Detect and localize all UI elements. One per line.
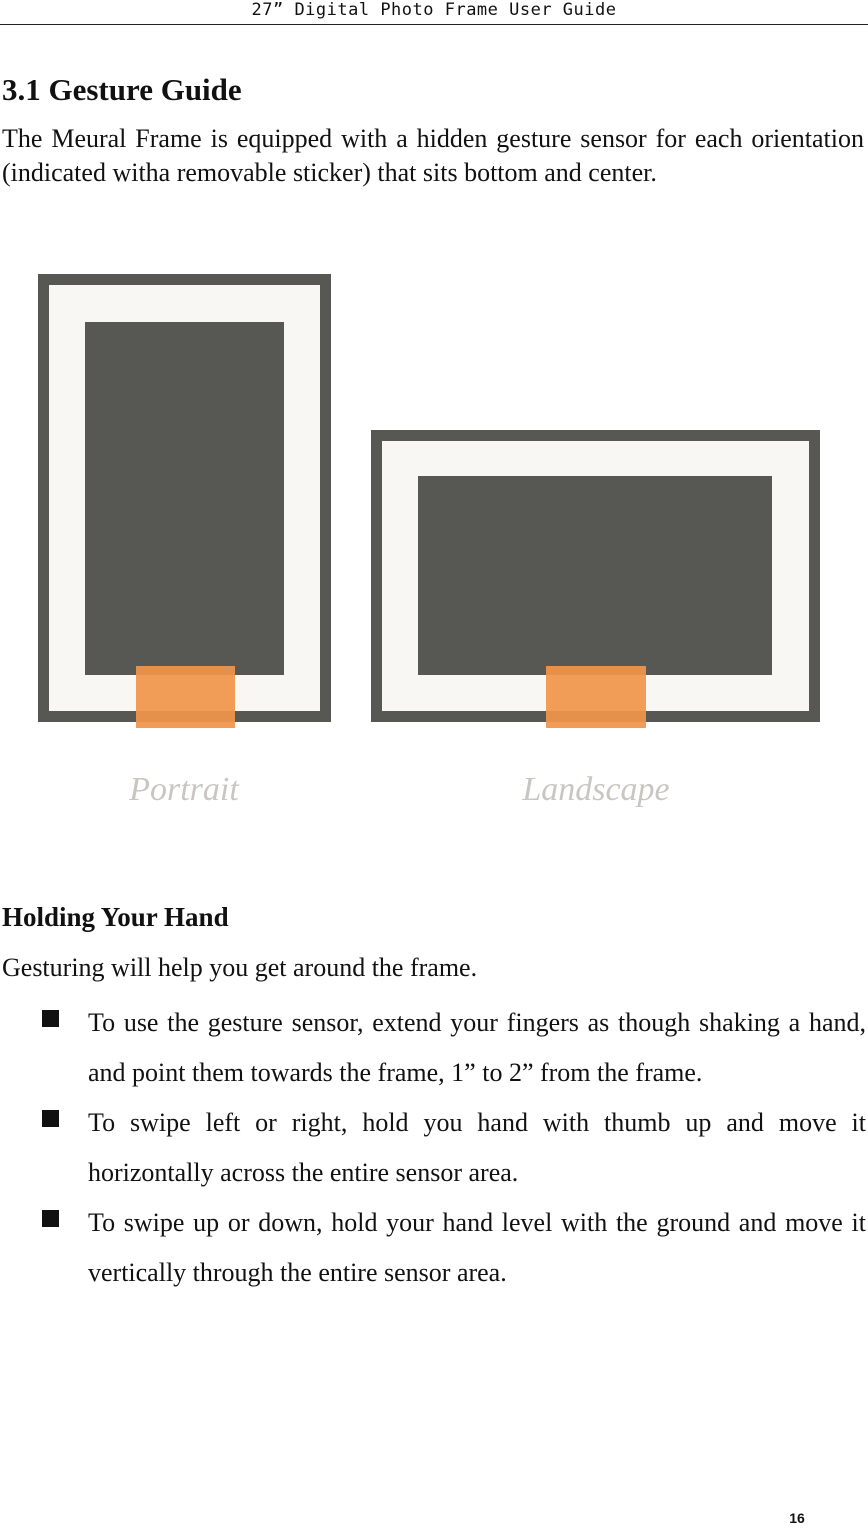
landscape-frame bbox=[371, 430, 820, 728]
list-item bbox=[0, 1198, 868, 1298]
header-title: 27” Digital Photo Frame User Guide bbox=[251, 0, 617, 20]
portrait-screen bbox=[85, 322, 284, 675]
portrait-sensor-sticker bbox=[136, 666, 235, 728]
list-item-text: To swipe up or down, hold your hand level with the ground and move it vertically through the entire sensor area. bbox=[88, 1208, 866, 1287]
orientation-illustration bbox=[0, 262, 868, 822]
section-title: 3.1 Gesture Guide bbox=[2, 72, 242, 107]
list-item bbox=[0, 1098, 868, 1198]
gesture-instructions bbox=[0, 998, 868, 1298]
list-item-text: To swipe left or right, hold you hand with thumb up and move it horizontally across the entire sensor area. bbox=[88, 1108, 866, 1187]
running-header bbox=[0, 0, 868, 25]
landscape-screen bbox=[418, 476, 772, 675]
square-bullet-icon bbox=[42, 1010, 59, 1027]
page-number: 16 bbox=[789, 1510, 805, 1526]
portrait-frame bbox=[38, 274, 331, 728]
holding-hand-lead: Gesturing will help you get around the frame. bbox=[2, 953, 478, 982]
orientation-figure bbox=[0, 262, 868, 822]
square-bullet-icon bbox=[42, 1210, 59, 1227]
portrait-caption: Portrait bbox=[129, 771, 239, 808]
landscape-caption: Landscape bbox=[522, 771, 670, 808]
intro-paragraph: The Meural Frame is equipped with a hidden gesture sensor for each orientation (indicated witha removable sticker) that sits bottom and center. bbox=[2, 124, 864, 187]
list-item bbox=[0, 998, 868, 1098]
square-bullet-icon bbox=[42, 1110, 59, 1127]
holding-hand-heading: Holding Your Hand bbox=[2, 902, 229, 932]
landscape-sensor-sticker bbox=[546, 666, 646, 728]
list-item-text: To use the gesture sensor, extend your fingers as though shaking a hand, and point them towards the frame, 1” to 2” from the frame. bbox=[88, 1008, 866, 1087]
